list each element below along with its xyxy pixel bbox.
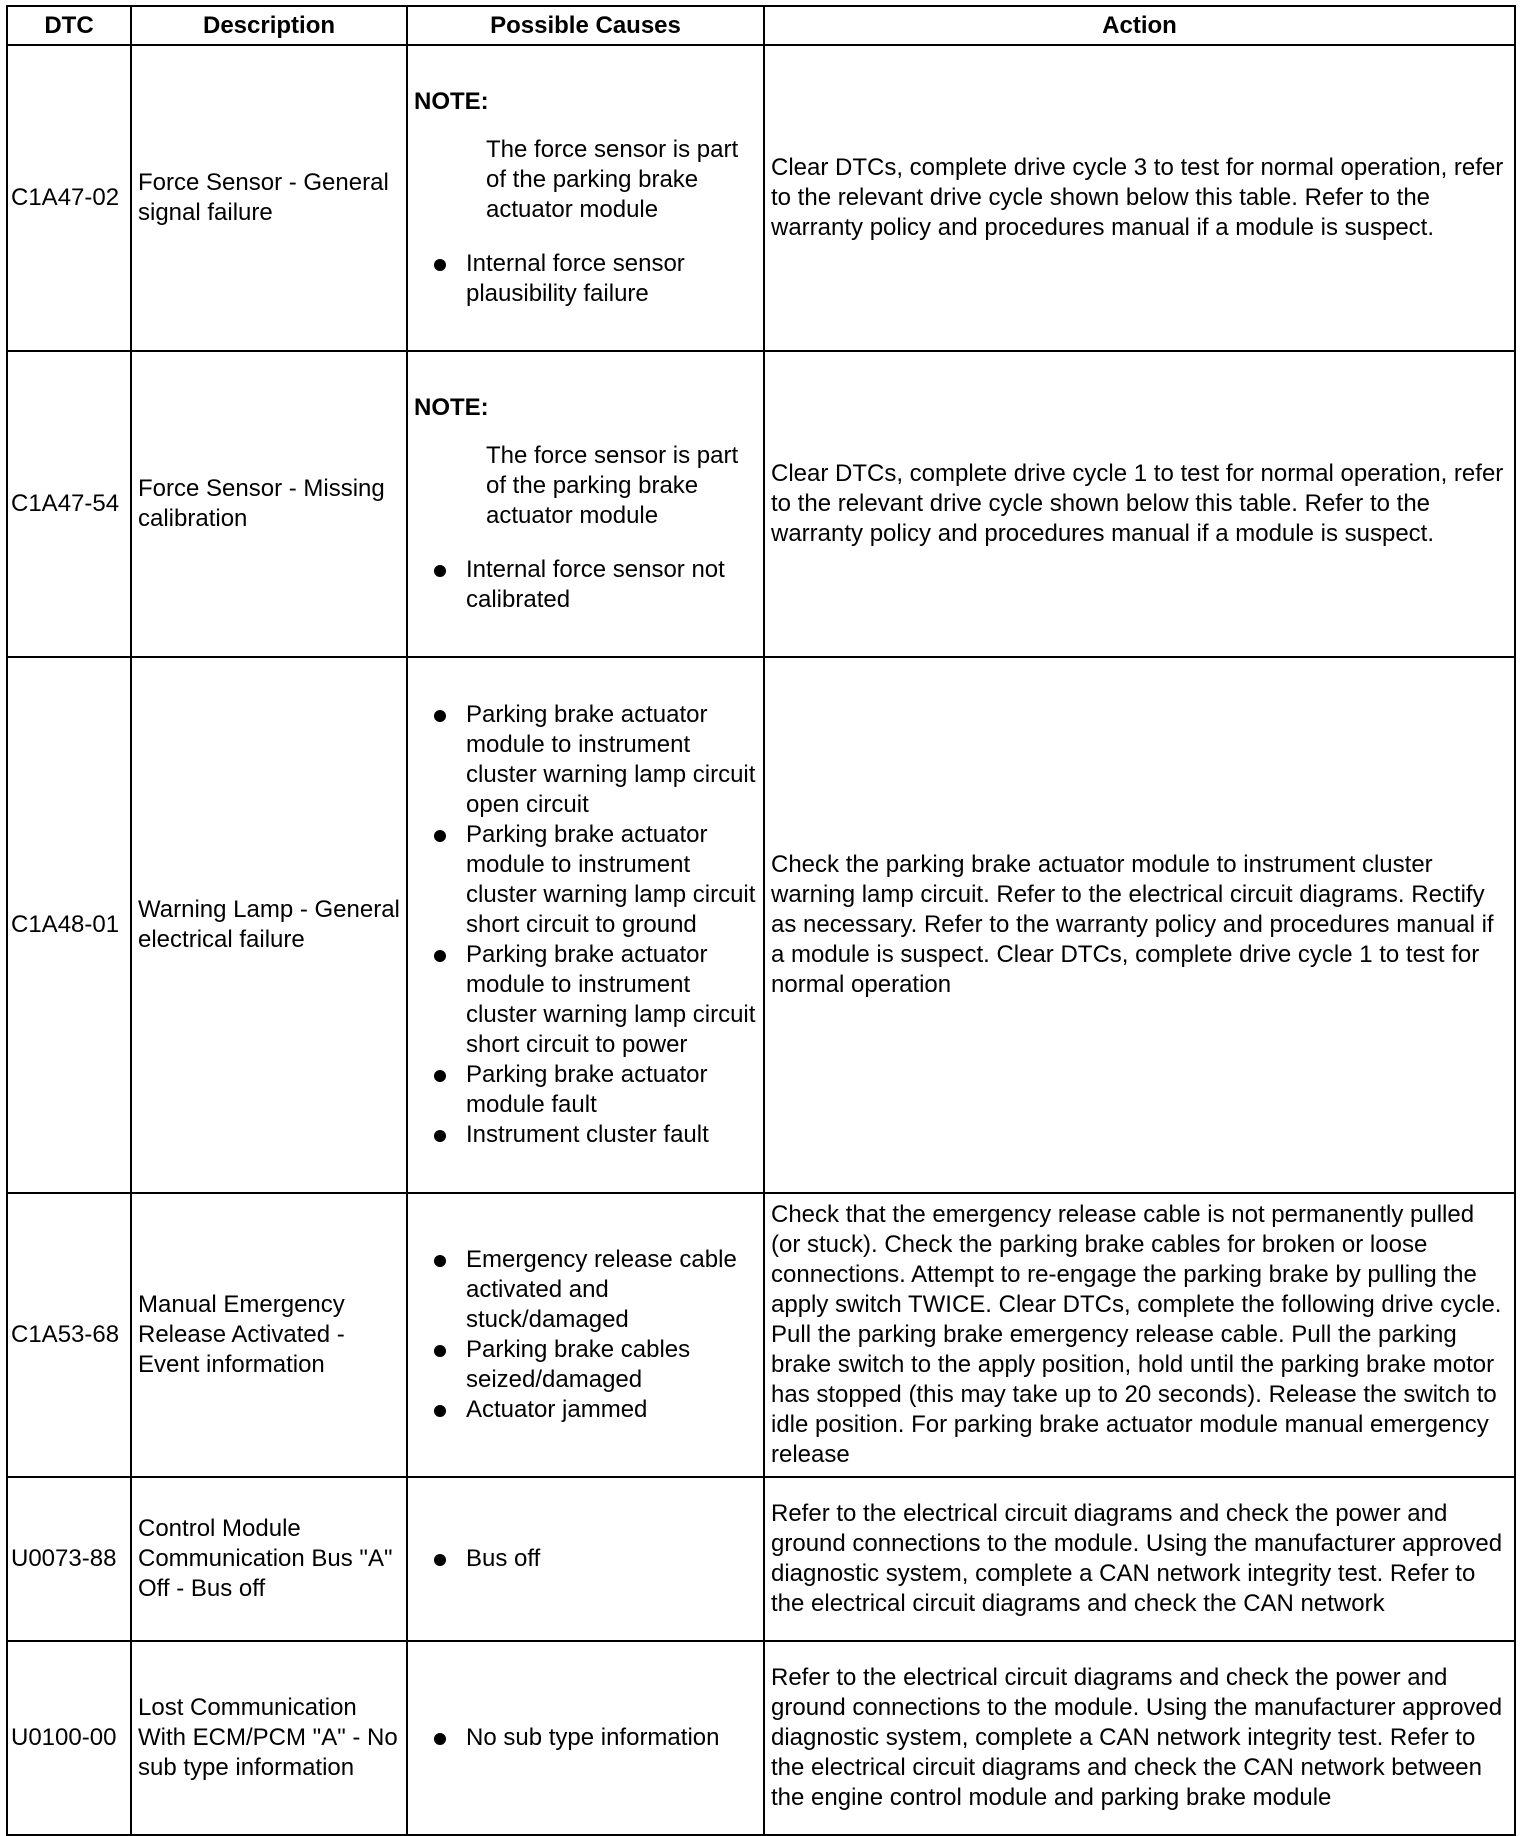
cause-item (414, 1060, 757, 1120)
cause-item (414, 249, 757, 309)
cause-text: Bus off (466, 1545, 541, 1572)
causes-list (414, 1544, 757, 1574)
dtc-description: Lost Communication With ECM/PCM "A" - No sub type information (131, 1641, 407, 1835)
header-action: Action (764, 6, 1515, 45)
action-text: Clear DTCs, complete drive cycle 1 to test for normal operation, refer to the relevant drive cycle shown below this table. Refer to the warranty policy and procedures manual if a module is suspect. (764, 351, 1515, 657)
cause-item (414, 700, 757, 820)
table-row (7, 1641, 1515, 1835)
cause-item (414, 1120, 757, 1150)
cause-item (414, 1395, 757, 1425)
action-text: Clear DTCs, complete drive cycle 3 to test for normal operation, refer to the relevant drive cycle shown below this table. Refer to the warranty policy and procedures manual if a module is suspect. (764, 45, 1515, 351)
action-text: Check that the emergency release cable is not permanently pulled (or stuck). Check the parking brake cables for broken or loose connections. Attempt to re-engage the parking brake by pulling the apply switch TWICE. Clear DTCs, complete the following drive cycle. Pull the parking brake emergency release cable. Pull the parking brake switch to the apply position, hold until the parking brake motor has stopped (this may take up to 20 seconds). Release the switch to idle position. For parking brake actuator module manual emergency release (764, 1193, 1515, 1477)
cause-text: No sub type information (466, 1724, 720, 1751)
cause-item (414, 1723, 757, 1753)
possible-causes (407, 45, 764, 351)
possible-causes (407, 657, 764, 1193)
header-dtc: DTC (7, 6, 131, 45)
dtc-table (6, 5, 1516, 1836)
cause-text: Internal force sensor plausibility failure (466, 250, 685, 307)
possible-causes (407, 351, 764, 657)
causes-list (414, 1723, 757, 1753)
dtc-description: Manual Emergency Release Activated - Event information (131, 1193, 407, 1477)
dtc-code: U0100-00 (7, 1641, 131, 1835)
bullet-icon (434, 950, 446, 962)
dtc-code: C1A53-68 (7, 1193, 131, 1477)
note-label: NOTE: (414, 88, 489, 115)
bullet-icon (434, 259, 446, 271)
cause-item (414, 1245, 757, 1335)
header-description: Description (131, 6, 407, 45)
bullet-icon (434, 1070, 446, 1082)
dtc-description: Force Sensor - Missing calibration (131, 351, 407, 657)
cause-text: Internal force sensor not calibrated (466, 556, 725, 613)
table-row (7, 351, 1515, 657)
table-row (7, 1193, 1515, 1477)
dtc-description: Control Module Communication Bus "A" Off - Bus off (131, 1477, 407, 1641)
dtc-code: C1A47-02 (7, 45, 131, 351)
causes-list (414, 700, 757, 1150)
cause-item (414, 940, 757, 1060)
bullet-icon (434, 1255, 446, 1267)
cause-item (414, 555, 757, 615)
note-text: The force sensor is part of the parking brake actuator module (486, 442, 739, 529)
table-header-row (7, 6, 1515, 45)
header-possible-causes: Possible Causes (407, 6, 764, 45)
note-label: NOTE: (414, 394, 489, 421)
dtc-code: C1A48-01 (7, 657, 131, 1193)
causes-list (414, 249, 757, 309)
cause-item (414, 820, 757, 940)
cause-item (414, 1335, 757, 1395)
bullet-icon (434, 565, 446, 577)
note-text: The force sensor is part of the parking brake actuator module (486, 136, 739, 223)
cause-text: Instrument cluster fault (466, 1121, 709, 1148)
bullet-icon (434, 1130, 446, 1142)
cause-text: Actuator jammed (466, 1396, 648, 1423)
dtc-description: Warning Lamp - General electrical failure (131, 657, 407, 1193)
bullet-icon (434, 710, 446, 722)
cause-text: Parking brake actuator module to instrument cluster warning lamp circuit short circuit to ground (466, 821, 756, 938)
possible-causes (407, 1477, 764, 1641)
table-row (7, 45, 1515, 351)
cause-text: Parking brake actuator module to instrument cluster warning lamp circuit open circuit (466, 701, 756, 818)
cause-text: Parking brake cables seized/damaged (466, 1336, 691, 1393)
possible-causes (407, 1641, 764, 1835)
cause-item (414, 1544, 757, 1574)
bullet-icon (434, 1554, 446, 1566)
cause-text: Parking brake actuator module to instrument cluster warning lamp circuit short circuit to power (466, 941, 756, 1058)
action-text: Refer to the electrical circuit diagrams and check the power and ground connections to the module. Using the manufacturer approved diagnostic system, complete a CAN network integrity test. Refer to the electrical circuit diagrams and check the CAN network (764, 1477, 1515, 1641)
possible-causes (407, 1193, 764, 1477)
bullet-icon (434, 830, 446, 842)
cause-text: Emergency release cable activated and stuck/damaged (466, 1246, 737, 1333)
bullet-icon (434, 1405, 446, 1417)
table-row (7, 657, 1515, 1193)
dtc-table-wrapper (6, 5, 1516, 1836)
dtc-code: U0073-88 (7, 1477, 131, 1641)
action-text: Check the parking brake actuator module to instrument cluster warning lamp circuit. Refer to the electrical circuit diagrams. Rectify as necessary. Refer to the warranty policy and procedures manual if a module is suspect. Clear DTCs, complete drive cycle 1 to test for normal operation (764, 657, 1515, 1193)
dtc-description: Force Sensor - General signal failure (131, 45, 407, 351)
causes-list (414, 1245, 757, 1425)
cause-text: Parking brake actuator module fault (466, 1061, 708, 1118)
bullet-icon (434, 1345, 446, 1357)
table-row (7, 1477, 1515, 1641)
action-text: Refer to the electrical circuit diagrams and check the power and ground connections to the module. Using the manufacturer approved diagnostic system, complete a CAN network integrity test. Refer to the electrical circuit diagrams and check the CAN network between the engine control module and parking brake module (764, 1641, 1515, 1835)
dtc-code: C1A47-54 (7, 351, 131, 657)
bullet-icon (434, 1733, 446, 1745)
causes-list (414, 555, 757, 615)
dtc-table-body (7, 6, 1515, 1835)
